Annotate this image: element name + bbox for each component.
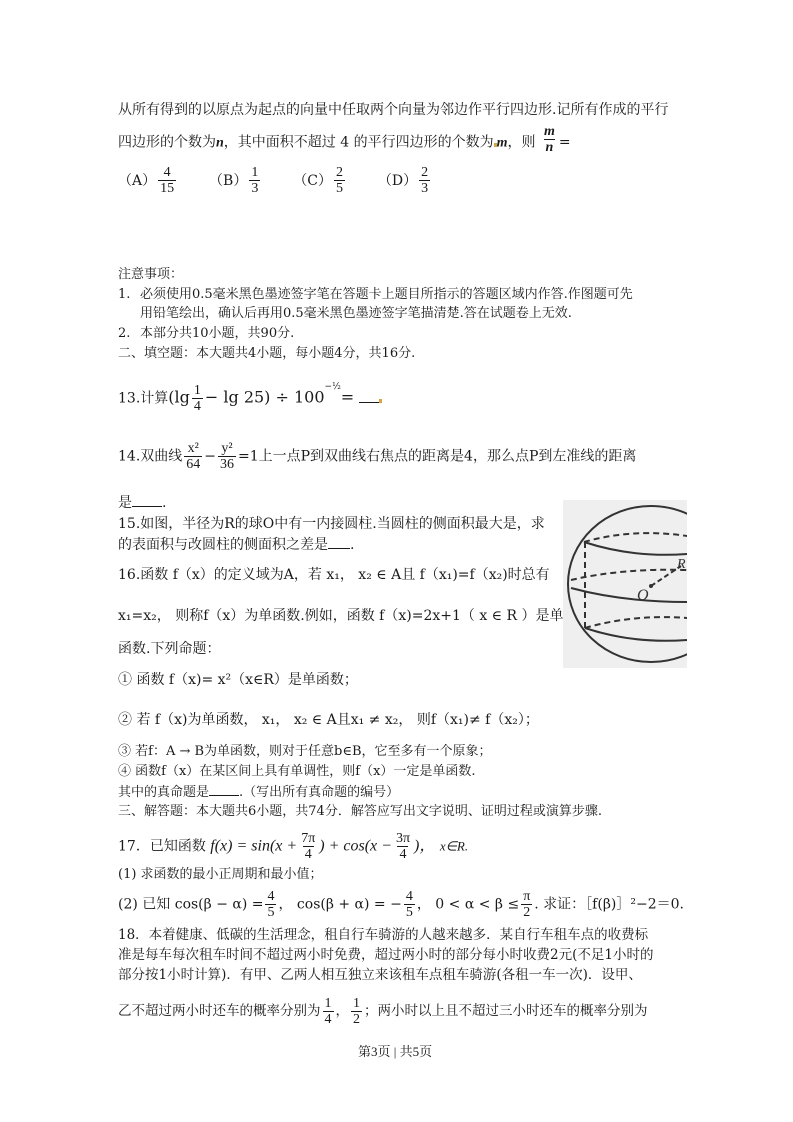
q13-answer-blank[interactable] <box>359 390 379 403</box>
option-label: （A） <box>118 172 157 189</box>
q17-prefix: 17．已知函数 <box>118 838 206 855</box>
sphere-figure-svg <box>563 500 687 668</box>
q14-prefix: 14.双曲线 <box>118 448 183 465</box>
option-label: （C） <box>293 172 332 189</box>
frac-num: y² <box>221 441 233 456</box>
option-fraction <box>334 165 345 196</box>
q17-p2-fraction-1 <box>265 889 276 920</box>
frac-num: x² <box>187 441 199 456</box>
label-r: R <box>677 557 686 572</box>
q16-answer-prefix: 其中的真命题是 <box>118 785 210 800</box>
q13 <box>118 383 382 414</box>
notes-item1-num: 1. <box>118 287 131 302</box>
q15-line2-text: 的表面积与改圆柱的侧面积之差是 <box>118 537 328 553</box>
q17-p2-mid2: ， 0 < α < β ≤ <box>416 896 520 913</box>
frac-num: π <box>523 889 531 904</box>
frac-den: 36 <box>220 457 234 472</box>
frac-den: 5 <box>335 181 343 196</box>
q18-line4-suffix: ；两小时以上且不超过三小时还车的概率分别为 <box>364 1003 648 1019</box>
q16-answer <box>118 783 399 802</box>
q12-fraction <box>542 124 557 155</box>
q17-p2-end: . 求证：［f(β)］²−2＝0. <box>534 896 684 913</box>
center-point <box>649 584 653 588</box>
q18-line4-prefix: 乙不超过两小时还车的概率分别为 <box>118 1003 321 1019</box>
frac-den: 4 <box>399 847 407 862</box>
top-ellipse-front <box>584 542 687 555</box>
q16-prop-3: ③ 若f：A → B为单函数，则对于任意b∈B，它至多有一个原象； <box>118 744 492 759</box>
frac-num: 1 <box>353 996 360 1011</box>
frac-num: 3π <box>395 831 411 846</box>
option-fraction <box>158 165 176 196</box>
q15-line2-end: . <box>350 537 355 553</box>
frac-num: 4 <box>267 889 275 904</box>
q17-fraction-2 <box>394 831 412 862</box>
middle-ellipse-front <box>571 588 687 602</box>
q17-p2-mid: ， cos(β + α) = − <box>278 896 402 913</box>
q17-statement <box>118 831 468 862</box>
q16-line2: x₁=x₂， 则称f（x）为单函数.例如，函数 f（x)=2x+1（ x ∈ R ）是单 <box>118 608 564 624</box>
q12-frac-den: n <box>545 140 554 155</box>
q17-fx: f(x) = sin(x + <box>210 837 298 855</box>
q15-answer-blank[interactable] <box>328 536 350 549</box>
q17-mid: ) + cos(x − <box>319 837 392 855</box>
q17-p2-fraction-2 <box>404 889 415 920</box>
q18-fraction-1 <box>323 996 334 1027</box>
label-o: O <box>637 587 649 604</box>
frac-num: 1 <box>251 165 259 180</box>
frac-den: 5 <box>267 905 275 920</box>
q18-line2: 准是每车每次租车时间不超过两小时免费，超过两小时的部分每小时收费2元(不足1小时的 <box>118 947 654 963</box>
q12-line1: 从所有得到的以原点为起点的向量中任取两个向量为邻边作平行四边形.记所有作成的平行 <box>118 102 669 118</box>
top-ellipse-back <box>584 533 687 542</box>
q18-fraction-2 <box>351 996 362 1027</box>
notes-title: 注意事项： <box>118 267 184 282</box>
frac-num: 2 <box>335 165 343 180</box>
q14-minus: − <box>204 448 216 465</box>
notes-item2-text: 本部分共10小题，共90分. <box>140 326 295 341</box>
mark-dot <box>379 399 382 403</box>
page-number: 第3页 | 共5页 <box>358 1044 433 1059</box>
q12-var-m: m <box>496 135 508 151</box>
q14-line2-end: . <box>162 495 167 511</box>
q12-line2-prefix: 四边形的个数为 <box>118 134 216 151</box>
q17-part1: (1) 求函数的最小正周期和最小值； <box>118 867 323 882</box>
q12-line2-mid: ，其中面积不超过 4 的平行四边形的个数为 <box>223 134 494 151</box>
q16-prop-4: ④ 函数f（x）在某区间上具有单调性，则f（x）一定是单函数. <box>118 764 476 779</box>
option-label: （D） <box>377 172 418 189</box>
q17-part2 <box>118 889 684 920</box>
q16-answer-suffix: .（写出所有真命题的编号） <box>239 785 400 800</box>
frac-den: 3 <box>251 181 259 196</box>
q13-fraction <box>192 383 203 414</box>
middle-ellipse-back <box>571 570 687 580</box>
q16-prop-1: ① 函数 f（x)= x²（x∈R）是单函数； <box>118 672 358 688</box>
section3-heading: 三、解答题：本大题共6小题，共74分．解答应写出文字说明、证明过程或演算步骤. <box>118 804 602 819</box>
q12-var-n: n <box>216 135 224 151</box>
frac-den: 2 <box>523 905 531 920</box>
frac-den: 2 <box>353 1012 360 1027</box>
q17-part2-prefix: (2) 已知 cos(β − α) = <box>118 896 264 913</box>
q18-line3: 部分按1小时计算)．有甲、乙两人相互独立来该租车点租车骑游(各租一车一次)．设甲、 <box>118 967 642 983</box>
frac-num: 7π <box>301 831 316 846</box>
bottom-ellipse-front <box>585 628 687 641</box>
frac-den: 64 <box>186 457 201 472</box>
q12-line2-then: ，则 <box>507 134 536 151</box>
q13-equals: = <box>340 387 355 407</box>
q14-line2 <box>118 494 166 512</box>
q12-option-b <box>209 165 262 196</box>
q17-fraction-1 <box>299 831 317 862</box>
q17-p2-fraction-3 <box>521 889 532 920</box>
frac-den: 4 <box>304 847 312 862</box>
frac-den: 5 <box>405 905 413 920</box>
sphere-cylinder-figure <box>563 500 687 668</box>
frac-den: 15 <box>160 181 175 196</box>
frac-num: 4 <box>163 165 171 180</box>
section2-heading: 二、填空题：本大题共4小题，每小题4分，共16分. <box>118 346 416 361</box>
q12-option-c <box>293 165 347 196</box>
q14-line2-text: 是 <box>118 495 132 511</box>
notes-item2-num: 2. <box>118 326 131 341</box>
option-fraction <box>249 165 260 196</box>
notes-item1-line1: 必须使用0.5毫米黑色墨迹签字笔在答题卡上题目所指示的答题区域内作答.作图题可先 <box>140 287 633 302</box>
q16-line3: 函数.下列命题： <box>118 641 221 657</box>
q18-line4 <box>118 996 648 1027</box>
q14-line1 <box>118 441 636 472</box>
q12-line2 <box>118 124 571 155</box>
q12-option-d <box>377 165 432 196</box>
q13-mid: − lg 25) ÷ 100 <box>204 387 325 407</box>
q17-domain: x∈R. <box>439 838 469 854</box>
q14-rest: =1上一点P到双曲线右焦点的距离是4，那么点P到左准线的距离 <box>238 448 637 465</box>
q16-line1: 16.函数 f（x）的定义域为A，若 x₁， x₂ ∈ A且 f（x₁)=f（x₂)时总有 <box>118 567 550 583</box>
q13-prefix: 13.计算 <box>118 390 169 407</box>
frac-num: 1 <box>324 996 332 1011</box>
q12-frac-num: m <box>543 124 555 139</box>
q12-option-a <box>118 165 178 196</box>
q15-line2 <box>118 536 354 554</box>
q12-equals: = <box>558 134 571 151</box>
notes-item1-line2: 用铅笔绘出，确认后再用0.5毫米黑色墨迹签字笔描清楚.答在试题卷上无效. <box>140 306 572 321</box>
q15-line1: 15.如图，半径为R的球O中有一内接圆柱.当圆柱的侧面积最大是，求 <box>118 516 545 532</box>
frac-num: 4 <box>405 889 413 904</box>
q13-exponent: −½ <box>324 381 341 392</box>
frac-num: 1 <box>193 383 201 398</box>
frac-den: 3 <box>421 181 429 196</box>
frac-num: 2 <box>421 165 429 180</box>
frac-den: 4 <box>324 1012 332 1027</box>
q16-prop-2: ② 若 f（x)为单函数， x₁， x₂ ∈ A且x₁ ≠ x₂， 则f（x₁)≠ f（x₂）； <box>118 712 539 728</box>
q14-answer-blank[interactable] <box>132 494 162 507</box>
q18-line1: 18．本着健康、低碳的生活理念，租自行车骑游的人越来越多．某自行车租车点的收费标 <box>118 927 649 943</box>
q16-answer-blank[interactable] <box>209 783 239 796</box>
q14-fraction-1 <box>184 441 202 472</box>
frac-den: 4 <box>193 399 201 414</box>
q14-fraction-2 <box>218 441 236 472</box>
q13-lparen: (lg <box>168 387 190 407</box>
bottom-ellipse-back <box>585 617 687 628</box>
q12-options <box>118 165 432 196</box>
q18-comma: ， <box>335 1003 349 1019</box>
option-label: （B） <box>209 172 248 189</box>
q17-end: )， <box>414 837 436 855</box>
option-fraction <box>419 165 430 196</box>
